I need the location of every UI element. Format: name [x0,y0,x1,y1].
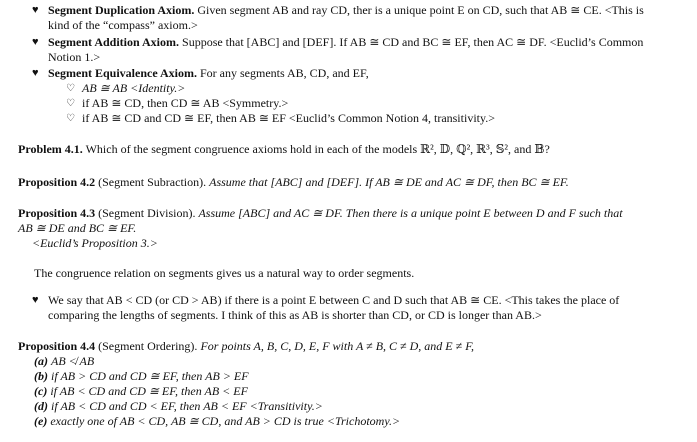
proposition-note: <Euclid’s Proposition 3.> [32,236,158,250]
list-item [66,111,682,126]
list-item [34,369,697,384]
list-item [34,399,697,414]
item-tag: (d) [34,399,48,413]
heart-bullet-icon: ♥ [32,67,39,79]
list-item [34,414,697,429]
axiom-segment-duplication [32,3,688,33]
item-tag: (c) [34,384,48,398]
problem-4-1 [18,142,682,157]
axiom-text-cont: kind of the “compass” axiom.> [48,18,198,32]
axiom-title: Segment Addition Axiom. [48,35,180,49]
intro-paragraph: The congruence relation on segments gives us a natural way to order segments. [34,266,415,280]
proposition-4-3 [18,206,682,251]
proposition-label: Proposition 4.4 [18,339,96,353]
heart-outline-icon: ♡ [66,98,75,109]
list-item-text: AB ≅ AB <Identity.> [82,81,186,95]
proposition-text: Assume that [ABC] and [DEF]. If AB ≅ DE and AC ≅ DF, then BC ≅ EF. [209,175,569,189]
proposition-label: Proposition 4.2 [18,175,96,189]
heart-bullet-icon: ♥ [32,36,39,48]
definition-text-cont: comparing the lengths of segments. I think of this as AB is shorter than CD, or CD is longer than AB.> [48,308,542,322]
axiom-segment-addition [32,35,688,65]
item-text: if AB > CD and CD ≅ EF, then AB > EF [51,369,249,383]
list-item-text: if AB ≅ CD, then CD ≅ AB <Symmetry.> [82,96,289,110]
list-item [66,81,682,96]
problem-label: Problem 4.1. [18,142,83,156]
item-text: AB ≮ AB [51,354,95,368]
item-text: if AB < CD and CD < EF, then AB < EF <Transitivity.> [51,399,323,413]
list-item [66,96,682,111]
axiom-segment-equivalence [32,66,688,81]
heart-bullet-icon: ♥ [32,294,39,306]
proposition-label: Proposition 4.3 [18,206,96,220]
definition-text: We say that AB < CD (or CD > AB) if there is a point E between C and D such that AB ≅ CE. <This takes the place of [48,293,620,307]
axiom-text: Given segment AB and ray CD, ther is a unique point E on CD, such that AB ≅ CE. <This is [197,3,644,17]
heart-outline-icon: ♡ [66,113,75,124]
item-text: exactly one of AB < CD, AB ≅ CD, and AB > CD is true <Trichotomy.> [50,414,401,428]
item-text: if AB < CD and CD ≅ EF, then AB < EF [50,384,248,398]
proposition-name: (Segment Division). [98,206,196,220]
heart-bullet-icon: ♥ [32,4,39,16]
proposition-4-2 [18,175,682,190]
heart-outline-icon: ♡ [66,83,75,94]
axiom-text: Suppose that [ABC] and [DEF]. If AB ≅ CD and BC ≅ EF, then AC ≅ DF. <Euclid’s Common [182,35,644,49]
item-tag: (b) [34,369,48,383]
item-tag: (e) [34,414,48,428]
list-item [34,354,697,369]
proposition-name: (Segment Ordering). [98,339,198,353]
proposition-text: For points A, B, C, D, E, F with A ≠ B, C ≠ D, and E ≠ F, [200,339,474,353]
proposition-name: (Segment Subraction). [98,175,207,189]
item-tag: (a) [34,354,48,368]
axiom-title: Segment Equivalence Axiom. [48,66,197,80]
axiom-text-cont: Notion 1.> [48,50,101,64]
problem-text: Which of the segment congruence axioms hold in each of the models ℝ², 𝔻, ℚ², ℝ³, 𝕊², and 𝔹? [85,142,550,156]
proposition-4-4 [18,339,682,354]
proposition-text-cont: AB ≅ DE and BC ≅ EF. [18,221,137,235]
axiom-text: For any segments AB, CD, and EF, [200,66,369,80]
order-definition [32,293,688,323]
axiom-title: Segment Duplication Axiom. [48,3,195,17]
list-item [34,384,697,399]
proposition-text: Assume [ABC] and AC ≅ DF. Then there is a unique point E between D and F such that [198,206,623,220]
list-item-text: if AB ≅ CD and CD ≅ EF, then AB ≅ EF <Euclid’s Common Notion 4, transitivity.> [82,111,495,125]
